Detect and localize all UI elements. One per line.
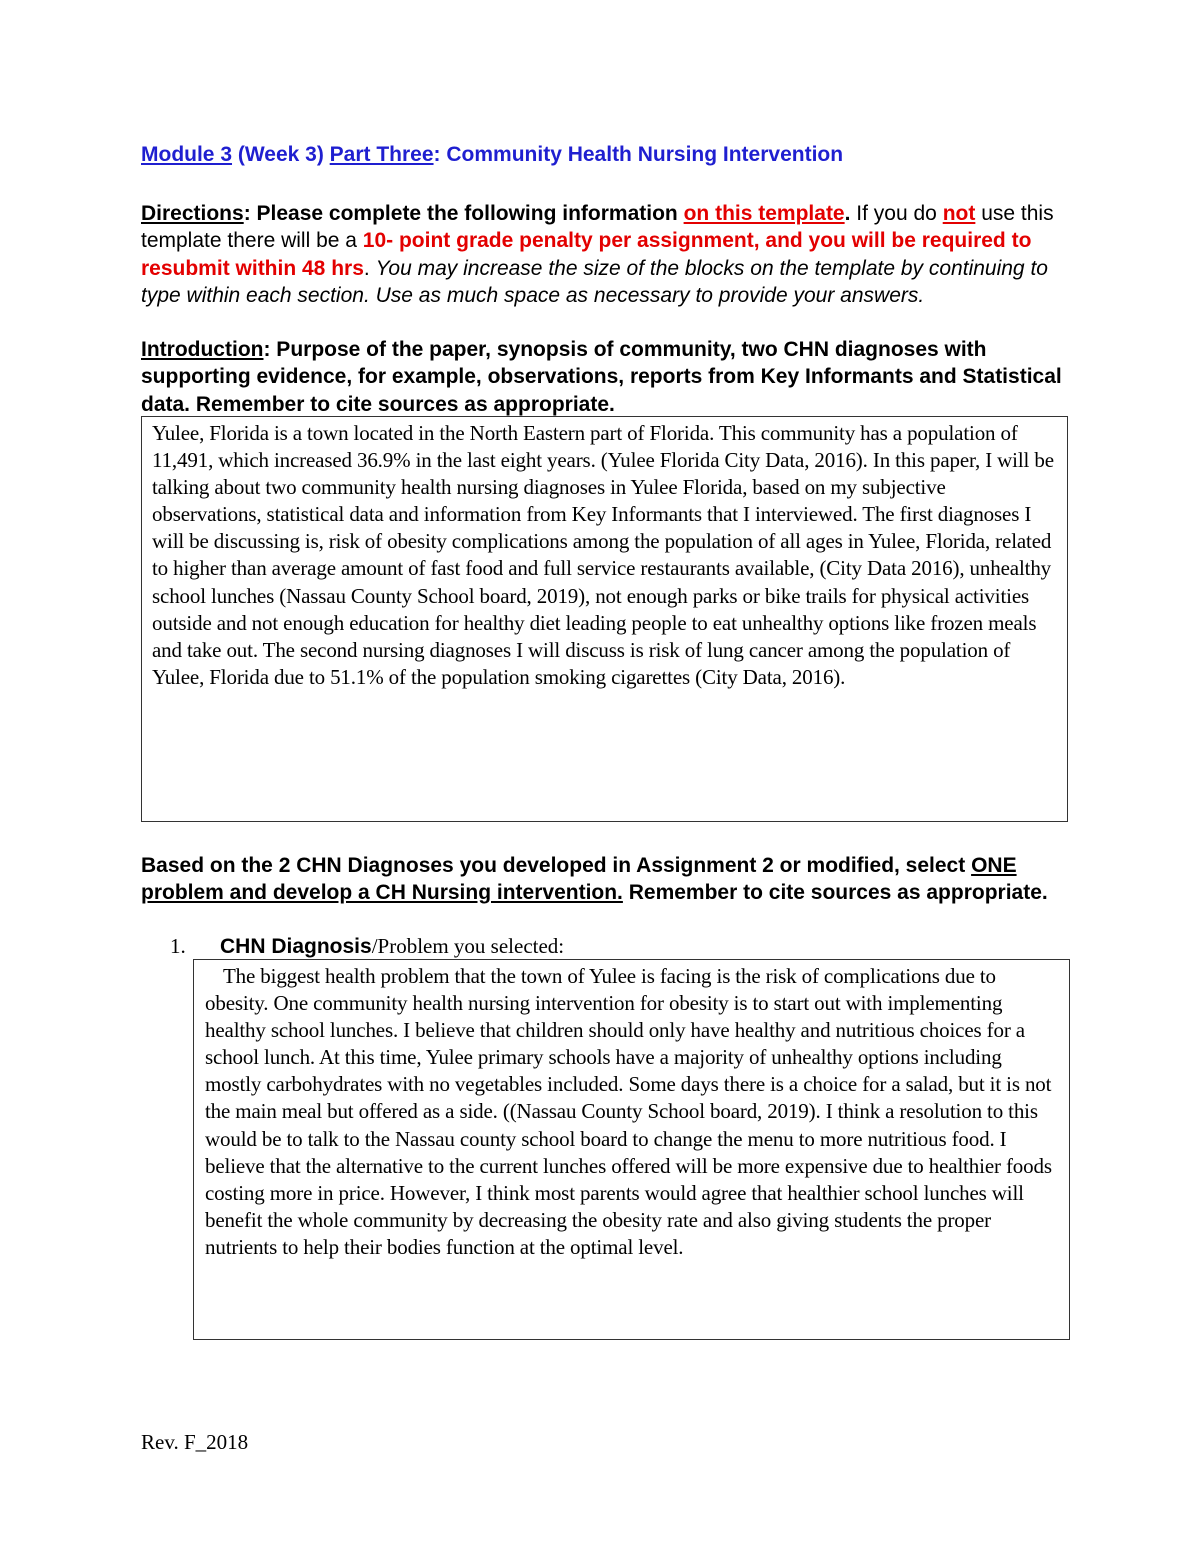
- penalty-warning: 10- point grade penalty per assignment, and you will be required to resubmit within 48 hrs: [141, 229, 1032, 280]
- section2-tail: Remember to cite sources as appropriate.: [622, 881, 1048, 905]
- module-label: Module 3: [141, 143, 233, 166]
- section2-intro: Based on the 2 CHN Diagnoses you developed in Assignment 2 or modified, select: [141, 854, 972, 877]
- introduction-answer-text: Yulee, Florida is a town located in the North Eastern part of Florida. This community has a population of 11,491, which increased 36.9% in the last eight years. (Yulee Florida City Data, 2016). In this paper, I will be talking about two community health nursing diagnoses in Yulee Florida, based on my subjective observations, statistical data and information from Key Informants that I interviewed. The first diagnoses I will be discussing is, risk of obesity complications among the population of all ages in Yulee, Florida, related to higher than average amount of fast food and full service restaurants available, (City Data 2016), unhealthy school lunches (Nassau County School board, 2019), not enough parks or bike trails for physical activities outside and not enough education for healthy diet leading people to eat unhealthy options like frozen meals and take out. The second nursing diagnoses I will discuss is risk of lung cancer among the population of Yulee, Florida due to 51.1% of the population smoking cigarettes (City Data, 2016).: [152, 421, 1054, 689]
- directions-dot: .: [363, 256, 376, 280]
- week-label: (Week 3): [232, 143, 330, 166]
- item-number: 1.: [170, 934, 186, 958]
- item-label-rest: /Problem you selected:: [371, 934, 565, 958]
- section2-heading: [141, 852, 1061, 907]
- directions-label: Directions: [141, 202, 244, 225]
- introduction-answer-box[interactable]: [141, 416, 1068, 822]
- introduction-heading: [141, 336, 1071, 418]
- part-label: Part Three: [329, 143, 434, 166]
- directions-instruction: : Please complete the following information: [243, 202, 684, 225]
- diagnosis-answer-text: The biggest health problem that the town of Yulee is facing is the risk of complications due to obesity. One community health nursing intervention for obesity is to start out with implementing healthy school lunches. I believe that children should only have healthy and nutritious choices for a school lunch. At this time, Yulee primary schools have a majority of unhealthy options including mostly carbohydrates with no vegetables included. Some days there is a choice for a salad, but it is not the main meal but offered as a side. ((Nassau County School board, 2019). I think a resolution to this would be to talk to the Nassau county school board to change the menu to more nutritious food. I believe that the alternative to the current lunches offered will be more expensive due to healthier foods costing more in price. However, I think most parents would agree that healthier school lunches will benefit the whole community by decreasing the obesity rate and also giving students the proper nutrients to help their bodies function at the optimal level.: [205, 964, 1052, 1259]
- introduction-prompt: : Purpose of the paper, synopsis of community, two CHN diagnoses with supporting evidence, for example, observations, reports from Key Informants and Statistical data. Remember to cite sources as appropriate.: [141, 338, 1062, 416]
- directions-if-you-do: If you do: [850, 202, 943, 225]
- directions-period: .: [844, 202, 851, 225]
- list-item-diagnosis: [141, 933, 1061, 960]
- title-rest: : Community Health Nursing Intervention: [433, 143, 844, 166]
- page-title: [141, 143, 843, 167]
- directions-use-template: use this template there will be a: [141, 202, 1054, 253]
- directions-paragraph: [141, 200, 1061, 309]
- introduction-label: Introduction: [141, 338, 264, 361]
- section2-underlined: ONE problem and develop a CH Nursing intervention.: [141, 854, 1017, 905]
- template-phrase: on this template: [683, 202, 845, 225]
- directions-italic-note: You may increase the size of the blocks on the template by continuing to type within each section. Use as much space as necessary to provide your answers.: [141, 256, 1048, 307]
- not-word: not: [942, 202, 976, 225]
- item-label-bold: CHN Diagnosis: [220, 935, 372, 958]
- diagnosis-answer-box[interactable]: [193, 959, 1070, 1340]
- revision-footer: Rev. F_2018: [141, 1430, 249, 1454]
